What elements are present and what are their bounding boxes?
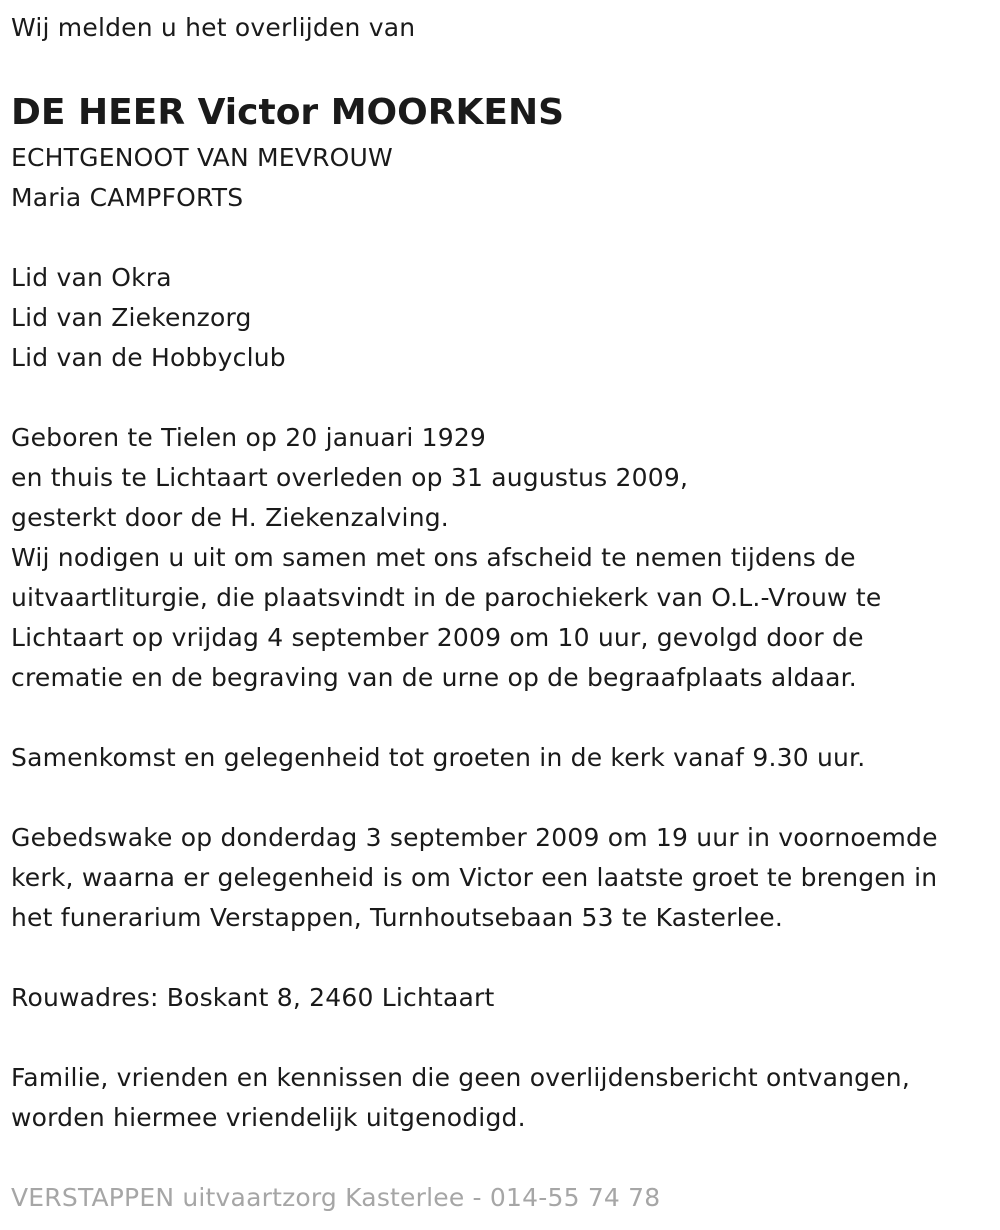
paragraph-line: uitvaartliturgie, die plaatsvindt in de parochiekerk van O.L.-Vrouw te xyxy=(11,583,882,612)
paragraph-line: crematie en de begraving van de urne op de begraafplaats aldaar. xyxy=(11,663,857,692)
deceased-name: DE HEER Victor MOORKENS xyxy=(11,92,565,133)
gathering-text: Samenkomst en gelegenheid tot groeten in de kerk vanaf 9.30 uur. xyxy=(11,743,866,772)
memberships-list xyxy=(11,258,985,378)
spacer xyxy=(11,698,985,738)
spouse-line-2: Maria CAMPFORTS xyxy=(11,183,244,212)
spacer xyxy=(11,778,985,818)
paragraph-line: kerk, waarna er gelegenheid is om Victor een laatste groet te brengen in xyxy=(11,863,938,892)
spacer xyxy=(11,48,985,88)
spacer xyxy=(11,218,985,258)
membership-item: Lid van de Hobbyclub xyxy=(11,343,286,372)
membership-item: Lid van Ziekenzorg xyxy=(11,303,252,332)
paragraph-line: Geboren te Tielen op 20 januari 1929 xyxy=(11,423,487,452)
paragraph-line: Gebedswake op donderdag 3 september 2009 om 19 uur in voornoemde xyxy=(11,823,938,852)
spouse-line-1: ECHTGENOOT VAN MEVROUW xyxy=(11,143,393,172)
mourning-address: Rouwadres: Boskant 8, 2460 Lichtaart xyxy=(11,983,495,1012)
paragraph-line: het funerarium Verstappen, Turnhoutsebaan 53 te Kasterlee. xyxy=(11,903,784,932)
birth-death-paragraph xyxy=(11,418,985,698)
spacer xyxy=(11,378,985,418)
paragraph-line: gesterkt door de H. Ziekenzalving. xyxy=(11,503,449,532)
spacer xyxy=(11,938,985,978)
invitation-paragraph xyxy=(11,1058,985,1138)
paragraph-line: Wij nodigen u uit om samen met ons afscheid te nemen tijdens de xyxy=(11,543,856,572)
vigil-paragraph xyxy=(11,818,985,938)
funeral-home-footer: VERSTAPPEN uitvaartzorg Kasterlee - 014-55 74 78 xyxy=(11,1183,661,1212)
spacer xyxy=(11,1018,985,1058)
paragraph-line: en thuis te Lichtaart overleden op 31 augustus 2009, xyxy=(11,463,689,492)
paragraph-line: Familie, vrienden en kennissen die geen overlijdensbericht ontvangen, xyxy=(11,1063,910,1092)
paragraph-line: Lichtaart op vrijdag 4 september 2009 om 10 uur, gevolgd door de xyxy=(11,623,864,652)
paragraph-line: worden hiermee vriendelijk uitgenodigd. xyxy=(11,1103,526,1132)
intro-text: Wij melden u het overlijden van xyxy=(11,13,416,42)
membership-item: Lid van Okra xyxy=(11,263,172,292)
spacer xyxy=(11,1138,985,1178)
